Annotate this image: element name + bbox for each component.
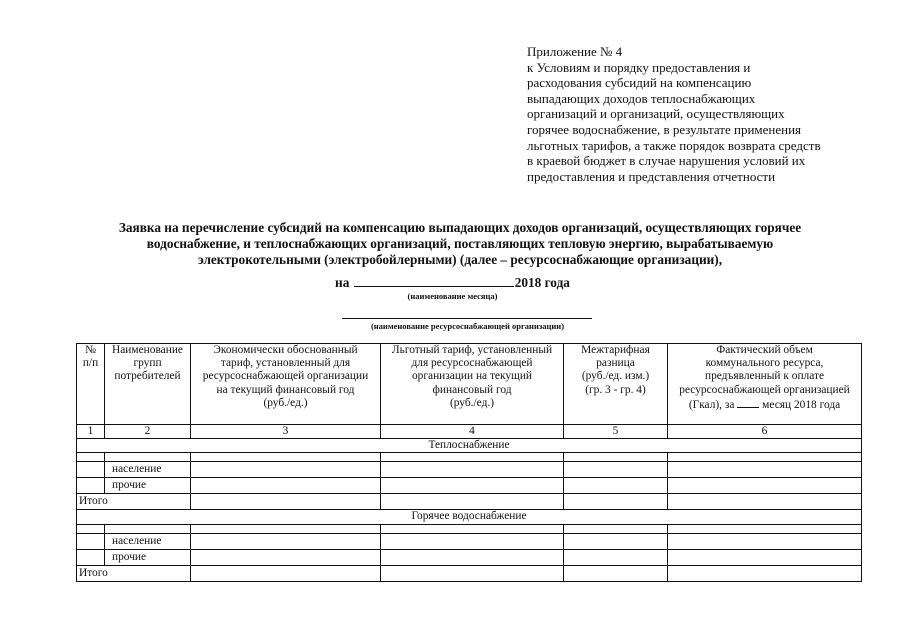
header-col-4: Льготный тариф, установленный для ресурсоснабжающей организации на текущий финансовый год (руб./ед.) (381, 344, 564, 425)
month-line (0, 274, 905, 291)
appendix-line: к Условиям и порядку предоставления и (527, 59, 751, 75)
section-header-row (77, 510, 862, 524)
appendix-line: предоставления и представления отчетности (527, 168, 776, 184)
col-number: 2 (105, 425, 191, 439)
title-line: Заявка на перечисление субсидий на компенсацию выпадающих доходов организаций, осуществляющих горячее (118, 220, 802, 235)
header-col-3: Экономически обоснованный тариф, установленный для ресурсоснабжающей организации на текущий финансовый год (руб./ед.) (191, 344, 381, 425)
header-col-1: № п/п (77, 344, 105, 425)
subsidy-table (76, 343, 862, 582)
total-row (77, 565, 862, 581)
group-label: население (105, 462, 191, 478)
month-prefix: на (335, 275, 350, 290)
col-number: 6 (668, 425, 862, 439)
appendix-note (527, 44, 872, 184)
column-number-row (77, 425, 862, 439)
header-col-2: Наименование групп потребителей (105, 344, 191, 425)
title-line: электрокотельными (электробойлерными) (далее – ресурсоснабжающие организации), (197, 252, 723, 267)
group-label: население (105, 533, 191, 549)
org-caption: (наименование ресурсоснабжающей организации) (370, 321, 565, 331)
table-row (77, 549, 862, 565)
title-line: водоснабжение, и теплоснабжающих организаций, поставляющих тепловую энергию, вырабатываемую (146, 236, 774, 251)
document-title (60, 220, 860, 268)
appendix-line: льготных тарифов, а также порядок возврата средств (527, 137, 821, 153)
header-col-5: Межтарифная разница (руб./ед. изм.) (гр. 3 - гр. 4) (564, 344, 668, 425)
appendix-line: горячее водоснабжение, в результате применения (527, 121, 802, 137)
group-label: прочие (105, 478, 191, 494)
section-title: Теплоснабжение (77, 439, 862, 453)
month-suffix: 2018 года (514, 275, 570, 290)
month-blank-small (737, 397, 759, 408)
org-name-blank (342, 318, 592, 319)
col-number: 1 (77, 425, 105, 439)
appendix-line: в краевой бюджет в случае нарушения условий их (527, 153, 806, 169)
table-header-row (77, 344, 862, 425)
col-number: 3 (191, 425, 381, 439)
table-row (77, 533, 862, 549)
total-row (77, 494, 862, 510)
table-row (77, 524, 862, 533)
col-number: 4 (381, 425, 564, 439)
table-row (77, 453, 862, 462)
month-caption: (наименование месяца) (407, 291, 498, 301)
header-col-6: Фактический объем коммунального ресурса, предъявленный к оплате ресурсоснабжающей организацией (Гкал), за месяц 2018 года (668, 344, 862, 425)
section-title: Горячее водоснабжение (77, 510, 862, 524)
total-label: Итого (77, 494, 191, 510)
table-row (77, 462, 862, 478)
group-label: прочие (105, 549, 191, 565)
table-row (77, 478, 862, 494)
col-number: 5 (564, 425, 668, 439)
section-header-row (77, 439, 862, 453)
month-blank (354, 274, 514, 287)
appendix-line: Приложение № 4 (527, 44, 623, 59)
total-label: Итого (77, 565, 191, 581)
appendix-line: организаций и организаций, осуществляющих (527, 106, 785, 122)
appendix-line: расходования субсидий на компенсацию (527, 75, 752, 91)
appendix-line: выпадающих доходов теплоснабжающих (527, 90, 756, 106)
